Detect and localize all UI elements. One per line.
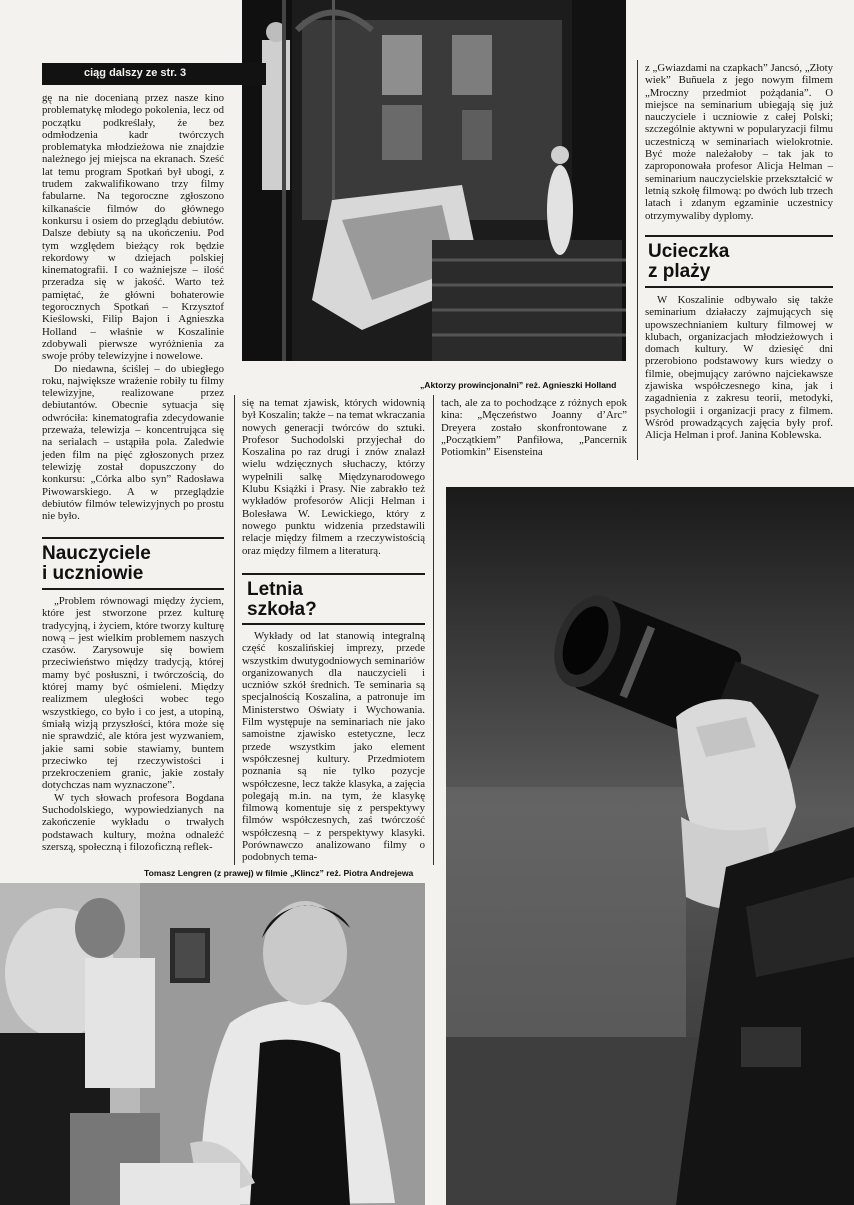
heading-ucieczka [648, 242, 833, 282]
divider [645, 235, 833, 237]
paragraph: gę na nie docenianą przez nasze kino problematykę młodego pokolenia, lecz od początku podkreślały, że bez odmłodzenia kadr twórczych problematyka młodzieżowa nie znajdzie należnego jej miejsca na ekranach. Sześć lat temu program Spotkań był ubogi, z trudem zakwalifikowano trzy filmy fabularne. Na tegoroczne zgłoszono kilkanaście filmów do głównego konkursu i osiem do przeglądu debiutów. Dalsze debiuty są na ukończeniu. Pod tym względem bieżący rok będzie rekordowy w dziejach polskiej kinematografii. I co ważniejsze – ilość przeradza się w jakość. Warto też pamiętać, że główni bohaterowie tegorocznych Spotkań – Krzysztof Kieślowski, Filip Bajon i Agnieszka Holland – właśnie w Koszalinie zdobywali pierwsze wyróżnienia za swoje próby telewizyjne i nowelowe. [42, 92, 224, 363]
heading-nauczyciele [42, 544, 224, 584]
section-heading: Letnia [247, 579, 303, 600]
column-1-text [42, 92, 224, 522]
paragraph: Wykłady od lat stanowią integralną część koszalińskiej imprezy, przede wszystkim dwutygodniowych seminariów organizowanych dla nauczycieli i uczniów szkół średnich. Te seminaria są specjalnością Koszalina, a patronuje im Ministerstwo Oświaty i Wychowania. Film występuje na seminariach nie jako samoistne zjawisko estetyczne, lecz przede wszystkim jako element współczesnej kultury. Przedmiotem poznania są nie tylko pozycje współczesne, lecz także klasyka, a zajęcia polegają m.in. na tym, że klasykę filmową komentuje się z perspektywy filmów współczesnych, zaś twórczość współczesną – z perspektywy klasyki. Porównawczo analizowano filmy o podobnych tema- [242, 630, 425, 864]
column-1-text-2 [42, 595, 224, 853]
divider [242, 573, 425, 575]
paragraph: tach, ale za to pochodzące z różnych epok kina: „Męczeństwo Joanny d’Arc” Dreyera zostało skonfrontowane z „Początkiem” Panfiłowa, „Pancernik Potiomkin” Eisensteina [441, 397, 627, 459]
divider [645, 286, 833, 288]
column-rule [234, 395, 235, 865]
column-2-text [242, 397, 425, 557]
photo-klincz [0, 883, 425, 1205]
photo-aktorzy-prowincjonalni [242, 0, 626, 361]
divider [42, 588, 224, 590]
section-heading: z plaży [648, 261, 711, 282]
column-rule [433, 395, 434, 865]
continued-banner: ciąg dalszy ze str. 3 [42, 63, 266, 85]
section-heading: Nauczyciele [42, 543, 151, 564]
section-heading: szkoła? [247, 599, 317, 620]
column-2-text-2 [242, 630, 425, 864]
divider [242, 623, 425, 625]
paragraph: W Koszalinie odbywało się także seminarium działaczy zajmujących się upowszechnianiem kultury filmowej w klubach, organizacjach młodzieżowych i domach kultury. W dziesięć dni przerobiono podstawowy kurs wiedzy o filmie, obejmujący zarówno najciekawsze zjawiska współczesnego kina, jak i zagadnienia z zakresu teorii, metodyki, psychologii i organizacji pracy z filmem. Wśród prowadzących zajęcia były prof. Alicja Helman i prof. Janina Koblewska. [645, 294, 833, 442]
paragraph: „Problem równowagi między życiem, które jest stworzone przez kulturę tradycyjną, i życiem, które tworzy kulturę nową – jest wielkim problemem naszych czasów. Zarysowuje się bowiem przeciwieństwo między tradycją, której mamy być posłuszni, i twórczością, do której mamy być ośmieleni. Między realizmem uległości wobec tego wszystkiego, co było i co jest, a utopiną, śmiałą wizją przyszłości, która może się nie sprawdzić, ale która jest wyzwaniem, jakie sami sobie stawiamy, buntem przeciwko tej rzeczywistości i przekroczeniem granic, jakie zostały dotychczas nam wyznaczone”. [42, 595, 224, 792]
heading-letnia-szkola [247, 580, 425, 620]
photo-camera-closeup [446, 487, 854, 1205]
column-rule [637, 60, 638, 460]
column-3-text [441, 397, 627, 458]
column-4-text-2 [645, 294, 833, 442]
section-heading: Ucieczka [648, 241, 730, 262]
paragraph: się na temat zjawisk, których widownią był Koszalin; także – na temat wkraczania nowych generacji twórców do sztuki. Profesor Suchodolski przyjechał do Koszalina po raz drugi i znów znalazł wielu wdzięcznych słuchaczy, którzy wypełnili salkę Międzynarodowego Klubu Książki i Prasy. Nie zabrakło też wykładów profesorów Alicji Helman i Bolesława W. Lewickiego, który z nowego punktu widzenia przedstawili relacje między filmem a rzeczywistością oraz między filmem a literaturą. [242, 397, 425, 557]
paragraph: Do niedawna, ściślej – do ubiegłego roku, największe wrażenie robiły tu filmy telewizyjne, realizowane przez debiutantów. Obecnie sytuacja się odwróciła: kinematografia zdecydowanie przeważa, telewizja – koncentrująca się na serialach – ustąpiła pola. Zaledwie jeden film na pięć zgłoszonych przez telewizję został dopuszczony do konkursu: „Córka albo syn” Radosława Piwowarskiego. A w przeglądzie debiutów filmów telewizyjnych po prostu nie było. [42, 362, 224, 523]
top-photo-caption: „Aktorzy prowincjonalni” reż. Agnieszki Holland [420, 380, 617, 390]
divider [42, 537, 224, 539]
section-heading: i uczniowie [42, 563, 144, 584]
paragraph: W tych słowach profesora Bogdana Suchodolskiego, wypowiedzianych na zakończenie wykładu o trwałych podstawach kultury, można odnaleźć szerszą, społeczną i filozoficzną reflek- [42, 791, 224, 853]
paragraph: z „Gwiazdami na czapkach” Jancsó, „Złoty wiek” Buñuela z jego nowym filmem „Mroczny przedmiot pożądania”. O miejsce na seminarium ubiegają się już nauczyciele i uczniowie z całej Polski; szczególnie aktywni w popularyzacji filmu uczestniczą w seminariach wielokrotnie. Być może należałoby – tak jak to zaproponowała profesor Alicja Helman – seminarium nauczycielskie przekształcić w letnią szkołę filmową: po dwóch lub trzech latach i zdanym egzaminie uczestnicy otrzymywaliby dyplomy. [645, 62, 833, 222]
bottom-photo-caption: Tomasz Lengren (z prawej) w filmie „Klincz” reż. Piotra Andrejewa [144, 868, 414, 878]
column-4-text [645, 62, 833, 222]
